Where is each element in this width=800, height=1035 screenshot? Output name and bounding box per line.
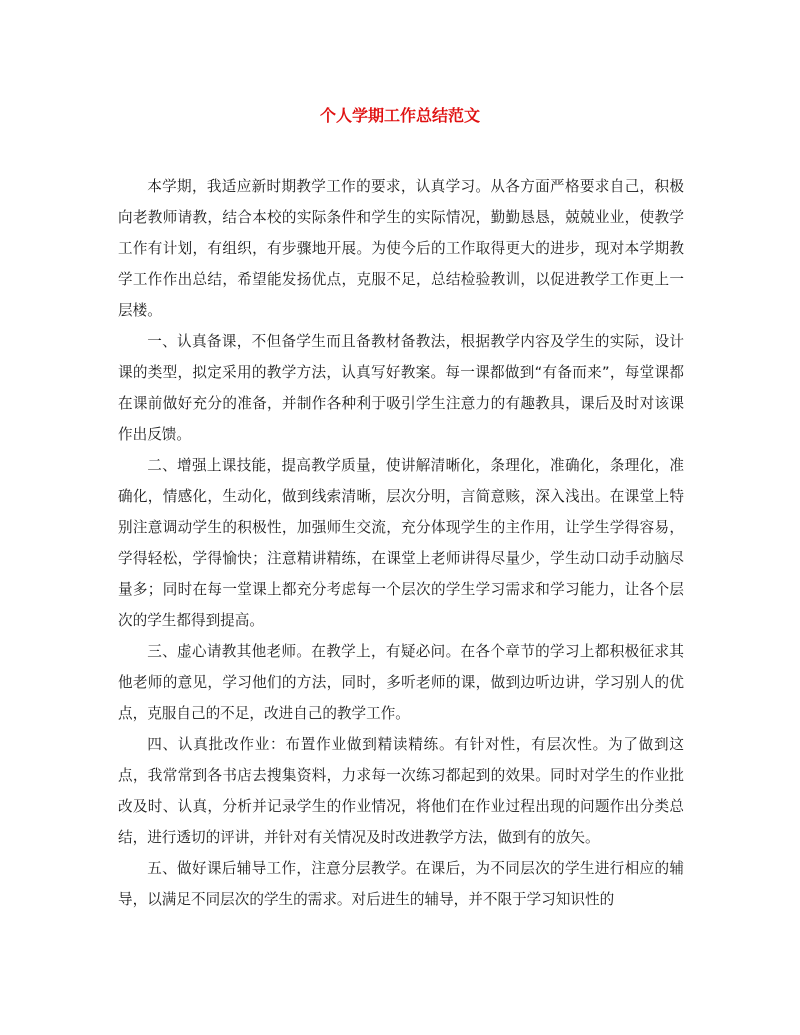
paragraph-teaching-skills: 二、增强上课技能，提高教学质量，使讲解清晰化，条理化，准确化，条理化，准确化，情感化，生动化，做到线索清晰，层次分明，言简意赅，深入浅出。在课堂上特别注意调动学生的积极性，加强师生交流，充分体现学生的主作用，让学生学得容易，学得轻松，学得愉快；注意精讲精练，在课堂上老师讲得尽量少，学生动口动手动脑尽量多；同时在每一堂课上都充分考虑每一个层次的学生学习需求和学习能力，让各个层次的学生都得到提高。 <box>118 457 684 629</box>
document-title: 个人学期工作总结范文 <box>319 106 480 125</box>
paragraph-lesson-prep: 一、认真备课，不但备学生而且备教材备教法，根据教学内容及学生的实际，设计课的类型，拟定采用的教学方法，认真写好教案。每一课都做到“有备而来”，每堂课都在课前做好充分的准备，并制作各种利于吸引学生注意力的有趣教具，课后及时对该课作出反馈。 <box>118 333 684 443</box>
paragraph-homework: 四、认真批改作业：布置作业做到精读精练。有针对性，有层次性。为了做到这点，我常常到各书店去搜集资料，力求每一次练习都起到的效果。同时对学生的作业批改及时、认真，分析并记录学生的作业情况，将他们在作业过程出现的问题作出分类总结，进行透切的评讲，并针对有关情况及时改进教学方法，做到有的放矢。 <box>118 736 684 846</box>
paragraph-tutoring: 五、做好课后辅导工作，注意分层教学。在课后，为不同层次的学生进行相应的辅导，以满足不同层次的学生的需求。对后进生的辅导，并不限于学习知识性的 <box>118 860 684 908</box>
paragraph-consult-teachers: 三、虚心请教其他老师。在教学上，有疑必问。在各个章节的学习上都积极征求其他老师的意见，学习他们的方法，同时，多听老师的课，做到边听边讲，学习别人的优点，克服自己的不足，改进自己的教学工作。 <box>118 643 684 722</box>
document-body <box>118 171 684 915</box>
paragraph-intro: 本学期，我适应新时期教学工作的要求，认真学习。从各方面严格要求自己，积极向老教师请教，结合本校的实际条件和学生的实际情况，勤勤恳恳，兢兢业业，使教学工作有计划，有组织，有步骤地开展。为使今后的工作取得更大的进步，现对本学期教学工作作出总结，希望能发扬优点，克服不足，总结检验教训，以促进教学工作更上一层楼。 <box>118 178 684 319</box>
